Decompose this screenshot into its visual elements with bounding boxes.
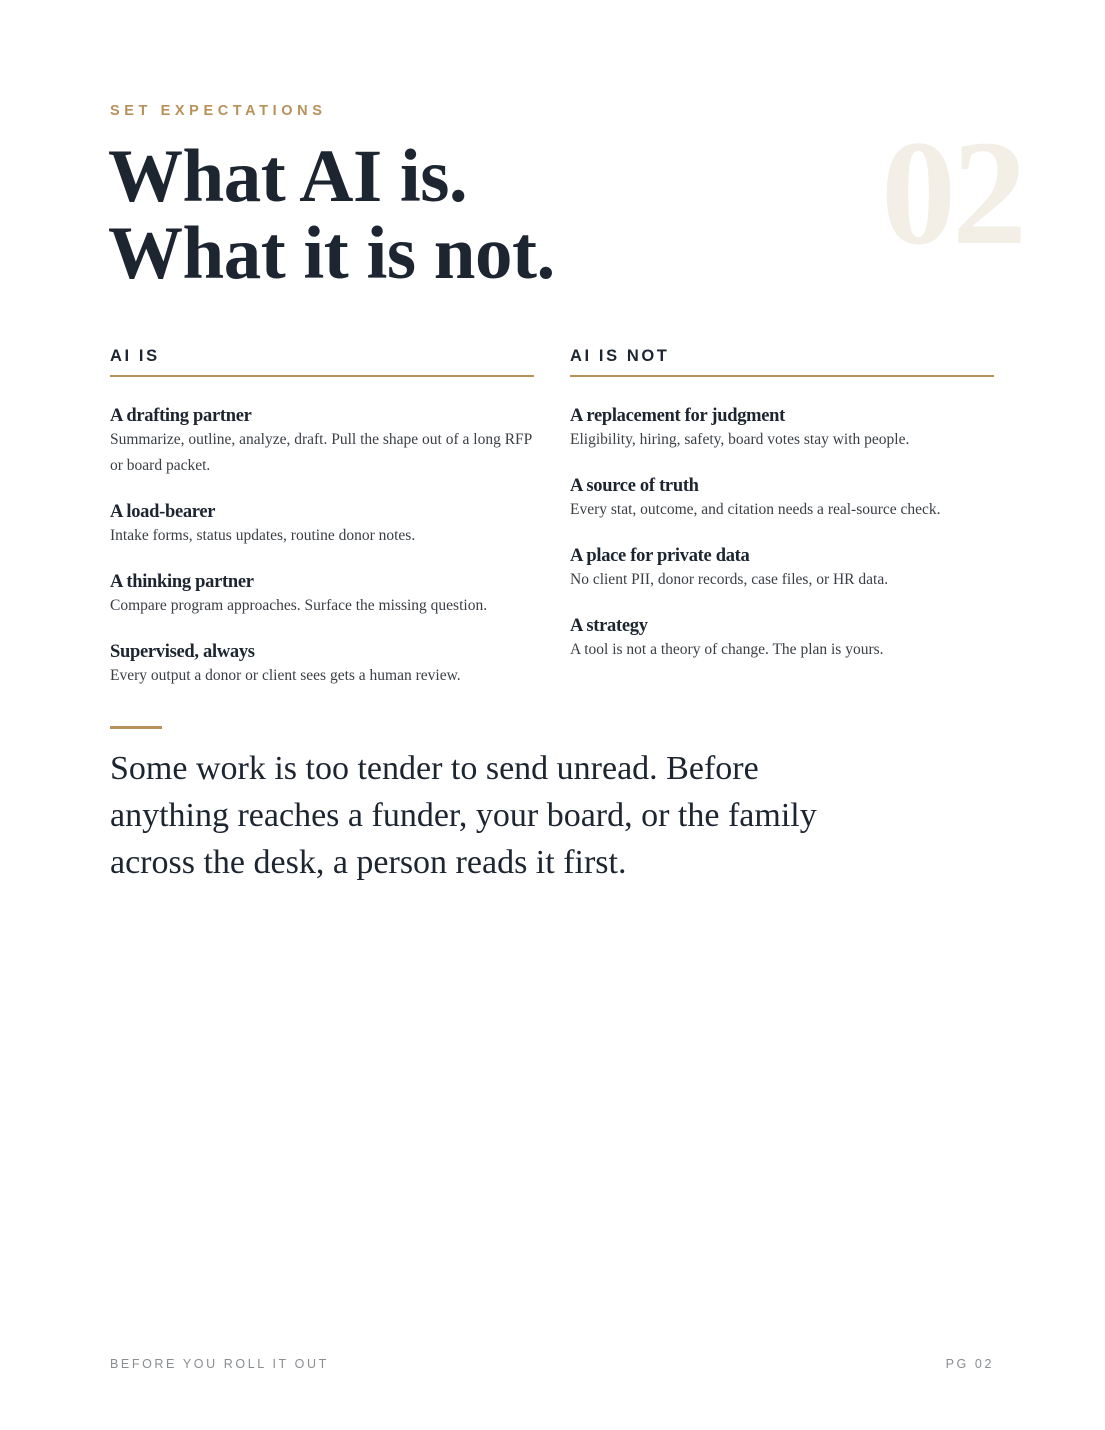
item-title: A drafting partner: [110, 406, 252, 426]
item-title: A place for private data: [570, 546, 750, 566]
pull-quote-line-2: anything reaches a funder, your board, or the family: [110, 797, 817, 834]
item-description: No client PII, donor records, case files, or HR data.: [570, 571, 889, 588]
ai-is-list: [110, 405, 534, 689]
item-description: Compare program approaches. Surface the missing question.: [110, 597, 488, 614]
footer-page-number: PG 02: [945, 1357, 994, 1371]
list-item: [570, 475, 994, 523]
pull-quote-line-1: Some work is too tender to send unread. Before: [110, 750, 759, 787]
item-description: A tool is not a theory of change. The plan is yours.: [570, 641, 884, 658]
ai-is-not-column: [570, 347, 994, 685]
item-title: A replacement for judgment: [570, 406, 786, 426]
page-numeral: 02: [881, 110, 1023, 276]
ai-is-not-list: [570, 405, 994, 663]
list-item: [110, 571, 534, 619]
item-description: Summarize, outline, analyze, draft. Pull the shape out of a long RFP or board packet.: [110, 431, 532, 474]
ai-is-column: [110, 347, 534, 711]
page-title-line-2: What it is not.: [108, 212, 555, 295]
list-item: [110, 641, 534, 689]
list-item: [110, 501, 534, 549]
list-item: [570, 405, 994, 453]
section-eyebrow: SET EXPECTATIONS: [110, 103, 327, 119]
list-item: [570, 545, 994, 593]
page-title: [108, 135, 555, 295]
item-title: A thinking partner: [110, 572, 254, 592]
footer-section-label: BEFORE YOU ROLL IT OUT: [110, 1357, 329, 1371]
list-item: [570, 615, 994, 663]
item-description: Every stat, outcome, and citation needs a real-source check.: [570, 501, 941, 518]
item-title: A source of truth: [570, 476, 699, 496]
pull-quote: [110, 745, 910, 886]
item-description: Every output a donor or client sees gets a human review.: [110, 667, 461, 684]
item-description: Eligibility, hiring, safety, board votes stay with people.: [570, 431, 910, 448]
ai-is-heading: AI IS: [110, 347, 534, 377]
pull-quote-line-3: across the desk, a person reads it first.: [110, 844, 627, 881]
ai-is-not-heading: AI IS NOT: [570, 347, 994, 377]
item-title: Supervised, always: [110, 642, 255, 662]
list-item: [110, 405, 534, 479]
item-description: Intake forms, status updates, routine donor notes.: [110, 527, 416, 544]
item-title: A load-bearer: [110, 502, 216, 522]
accent-divider: [110, 726, 162, 729]
page-title-line-1: What AI is.: [108, 135, 468, 218]
item-title: A strategy: [570, 616, 648, 636]
